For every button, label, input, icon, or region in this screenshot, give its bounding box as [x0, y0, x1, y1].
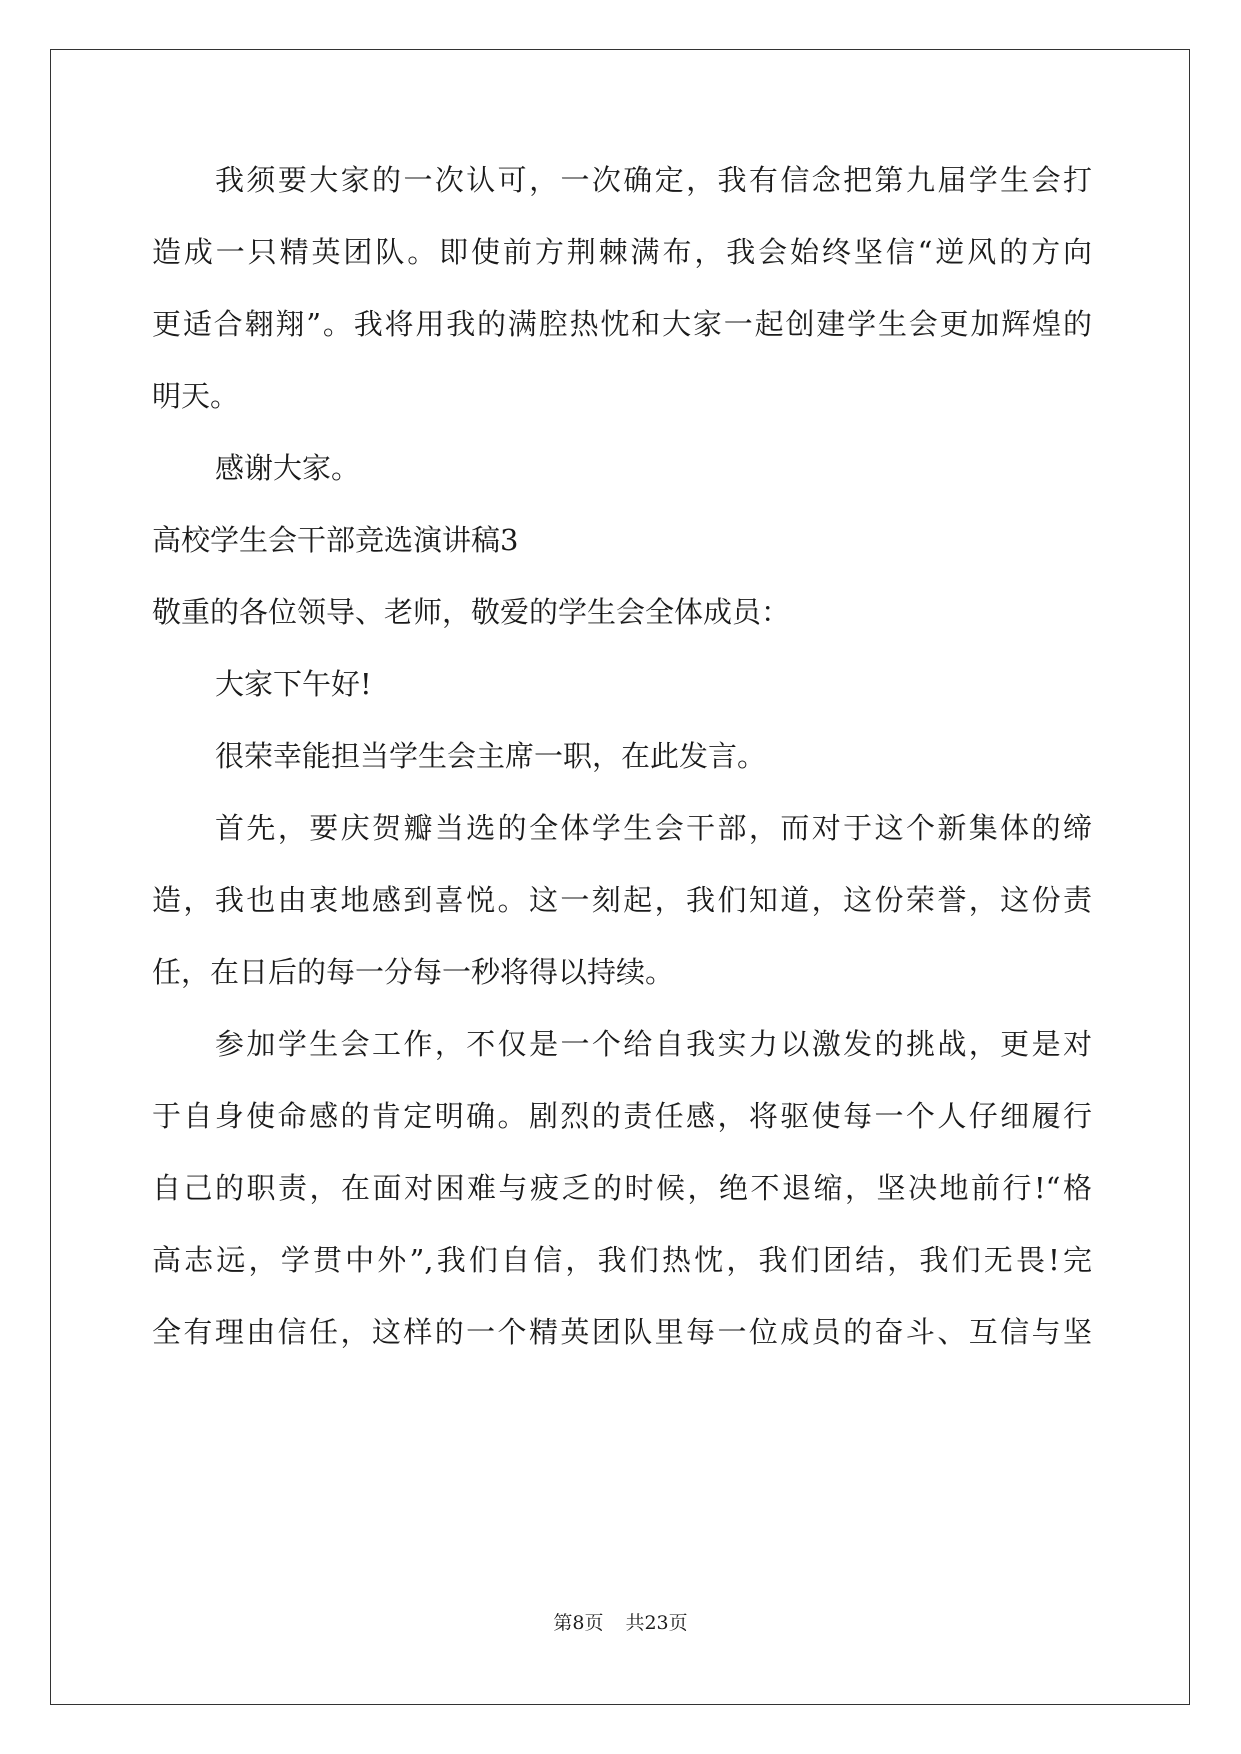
- paragraph-line: 很荣幸能担当学生会主席一职，在此发言。: [215, 739, 767, 773]
- paragraph-line: 高志远，学贯中外”,我们自信，我们热忱，我们团结，我们无畏!完: [152, 1243, 1092, 1277]
- paragraph-line: 全有理由信任，这样的一个精英团队里每一位成员的奋斗、互信与坚: [152, 1315, 1092, 1349]
- paragraph-line: 造，我也由衷地感到喜悦。这一刻起，我们知道，这份荣誉，这份责: [152, 883, 1092, 917]
- paragraph-line: 任，在日后的每一分每一秒将得以持续。: [152, 955, 675, 989]
- paragraph-line: 首先，要庆贺瓣当选的全体学生会干部，而对于这个新集体的缔: [215, 811, 1092, 845]
- paragraph-line: 更适合翱翔”。我将用我的满腔热忱和大家一起创建学生会更加辉煌的: [152, 307, 1092, 341]
- page-border: [50, 49, 1190, 1705]
- greeting: 大家下午好!: [215, 667, 372, 701]
- paragraph-line: 造成一只精英团队。即使前方荆棘满布，我会始终坚信“逆风的方向: [152, 235, 1092, 269]
- page-total: 共23页: [625, 1612, 688, 1634]
- page-number: 第8页: [553, 1612, 604, 1634]
- paragraph-line: 于自身使命感的肯定明确。剧烈的责任感，将驱使每一个人仔细履行: [152, 1099, 1092, 1133]
- paragraph-line: 参加学生会工作，不仅是一个给自我实力以激发的挑战，更是对: [215, 1027, 1092, 1061]
- paragraph-line: 明天。: [152, 379, 240, 413]
- paragraph-line: 自己的职责，在面对困难与疲乏的时候，绝不退缩，坚决地前行!“格: [152, 1171, 1092, 1205]
- paragraph-line: 感谢大家。: [215, 451, 361, 485]
- page-footer: [0, 1610, 1241, 1636]
- section-heading: 高校学生会干部竞选演讲稿3: [152, 523, 519, 557]
- paragraph-line: 我须要大家的一次认可，一次确定，我有信念把第九届学生会打: [215, 163, 1092, 197]
- salutation: 敬重的各位领导、老师，敬爱的学生会全体成员：: [152, 595, 791, 629]
